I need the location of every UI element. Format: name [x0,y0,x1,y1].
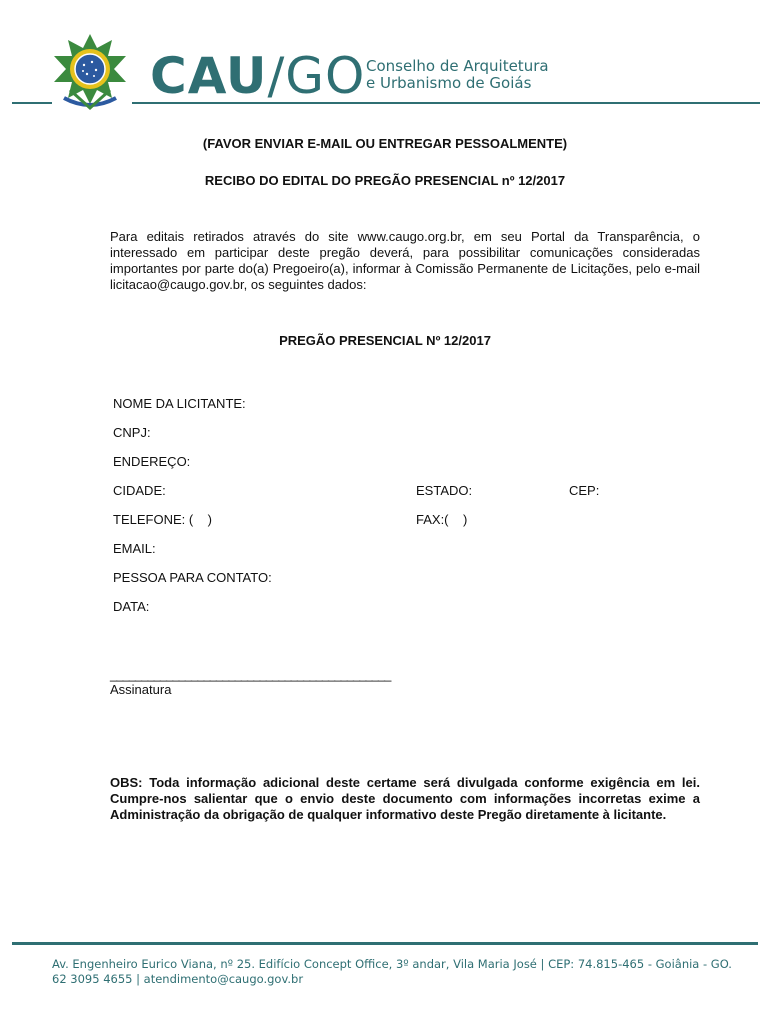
signature-label: Assinatura [110,682,172,697]
letterhead [0,0,770,120]
field-data: DATA: [113,599,150,614]
intro-paragraph: Para editais retirados através do site www.caugo.org.br, em seu Portal da Transparência, o interessado em participar deste pregão deverá, para possibilitar comunicações consideradas importantes por parte do(a) Pregoeiro(a), informar à Comissão Permanente de Licitações, pelo e-mail licitacao@caugo.gov.br, os seguintes dados: [110,229,700,292]
footer [52,957,732,987]
cau-go-logo [150,47,366,105]
header-rule-left [12,102,52,104]
field-email: EMAIL: [113,541,156,556]
council-name [366,58,549,92]
council-line-1: Conselho de Arquitetura [366,57,549,75]
field-estado: ESTADO: [416,483,473,498]
field-cep: CEP: [569,483,600,498]
obs-note: OBS: Toda informação adicional deste certame será divulgada conforme exigência em lei. Cumpre-nos salientar que o envio deste documento com informações incorretas exime a Administração da obrigação de qualquer informativo deste Pregão diretamente à licitante. [110,775,700,822]
field-pessoa-contato: PESSOA PARA CONTATO: [113,570,272,585]
field-cnpj: CNPJ: [113,425,151,440]
logo-cau-text: CAU [150,47,268,105]
section-title: PREGÃO PRESENCIAL Nº 12/2017 [279,333,491,348]
footer-contact: 62 3095 4655 | atendimento@caugo.gov.br [52,972,304,986]
council-line-2: e Urbanismo de Goiás [366,74,532,92]
field-nome-licitante: NOME DA LICITANTE: [113,396,246,411]
field-fax: FAX:( ) [416,512,468,527]
receipt-title: RECIBO DO EDITAL DO PREGÃO PRESENCIAL nº 12/2017 [204,173,566,188]
field-cidade: CIDADE: [113,483,166,498]
instruction-heading: (FAVOR ENVIAR E-MAIL OU ENTREGAR PESSOALMENTE) [202,136,568,151]
brazil-coat-of-arms-icon [50,32,130,112]
footer-address: Av. Engenheiro Eurico Viana, nº 25. Edifício Concept Office, 3º andar, Vila Maria José | CEP: 74.815-465 - Goiânia - GO. [52,957,732,971]
signature-line: _____________________________________________ [110,667,391,682]
field-endereco: ENDEREÇO: [113,454,191,469]
logo-go-text: /GO [267,47,366,105]
field-telefone: TELEFONE: ( ) [113,512,212,527]
footer-rule [12,942,758,945]
